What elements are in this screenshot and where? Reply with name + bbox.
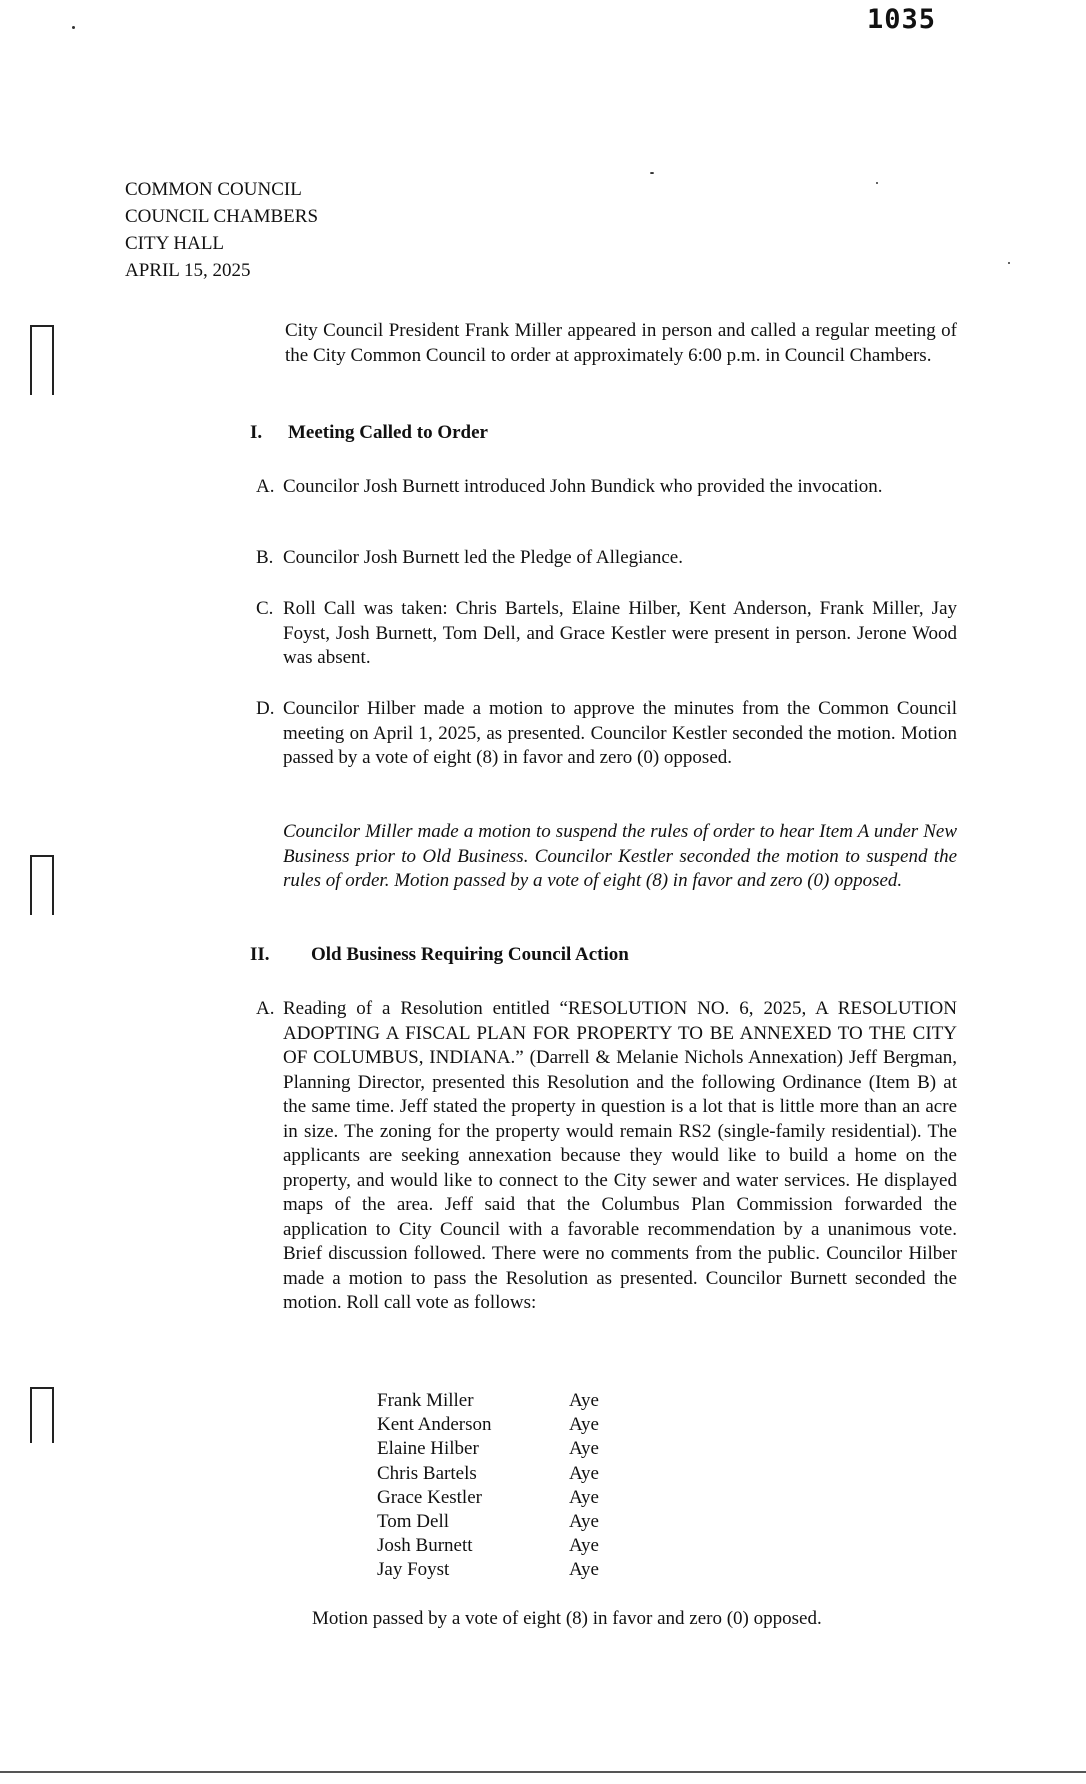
- list-item: [256, 697, 957, 771]
- vote-value: Aye: [569, 1414, 599, 1436]
- punch-hole-mark: [30, 855, 54, 915]
- table-row: [377, 1437, 599, 1461]
- item-marker: C.: [256, 598, 274, 619]
- table-row: [377, 1534, 599, 1558]
- councilor-name: Chris Bartels: [377, 1462, 477, 1484]
- councilor-name: Kent Anderson: [377, 1414, 492, 1436]
- councilor-name: Grace Kestler: [377, 1486, 482, 1508]
- vote-value: Aye: [569, 1535, 599, 1557]
- vote-value: Aye: [569, 1486, 599, 1508]
- header-line-building: CITY HALL: [125, 233, 225, 254]
- item-marker: B.: [256, 547, 274, 568]
- list-item: [256, 597, 957, 671]
- item-text: Councilor Hilber made a motion to approve the minutes from the Common Council meeting on April 1, 2025, as presented. Councilor Kestler seconded the motion. Motion passed by a vote of eight (8) in favor and zero (0) opposed.: [283, 698, 957, 768]
- vote-value: Aye: [569, 1438, 599, 1460]
- table-row: [377, 1486, 599, 1510]
- item-text: Councilor Josh Burnett introduced John Bundick who provided the invocation.: [283, 476, 883, 497]
- list-item: [256, 475, 957, 500]
- header-line-date: APRIL 15, 2025: [125, 260, 251, 281]
- table-row: [377, 1413, 599, 1437]
- scan-speck: [876, 182, 878, 184]
- scan-speck: [1008, 262, 1010, 264]
- header-line-location: COUNCIL CHAMBERS: [125, 206, 319, 227]
- table-row: [377, 1462, 599, 1486]
- list-item: [256, 997, 957, 1316]
- item-marker: D.: [256, 698, 275, 719]
- councilor-name: Josh Burnett: [377, 1535, 473, 1557]
- intro-paragraph: City Council President Frank Miller appeared in person and called a regular meeting of the City Common Council to order at approximately 6:00 p.m. in Council Chambers.: [285, 320, 957, 366]
- punch-hole-mark: [30, 325, 54, 395]
- vote-value: Aye: [569, 1511, 599, 1533]
- table-row: [377, 1510, 599, 1534]
- councilor-name: Elaine Hilber: [377, 1438, 479, 1460]
- item-marker: A.: [256, 476, 275, 497]
- punch-hole-mark: [30, 1387, 54, 1443]
- table-row: [377, 1558, 599, 1582]
- page-number: 1035: [866, 4, 936, 35]
- councilor-name: Frank Miller: [377, 1390, 474, 1411]
- scan-speck: [72, 26, 75, 29]
- list-item: [256, 546, 957, 571]
- section-1-numeral: I.: [250, 422, 263, 443]
- item-text: Councilor Josh Burnett led the Pledge of Allegiance.: [283, 547, 683, 568]
- scan-edge-line: [0, 1771, 1086, 1773]
- section-2-title: Old Business Requiring Council Action: [311, 944, 629, 965]
- councilor-name: Tom Dell: [377, 1511, 450, 1533]
- motion-result: Motion passed by a vote of eight (8) in favor and zero (0) opposed.: [312, 1608, 822, 1629]
- section-2-heading: [250, 944, 629, 966]
- roll-call-table: [377, 1389, 599, 1583]
- councilor-name: Jay Foyst: [377, 1559, 450, 1581]
- item-marker: A.: [256, 998, 275, 1019]
- section-2-numeral: II.: [250, 944, 270, 965]
- meeting-header: [125, 176, 318, 284]
- item-text: Reading of a Resolution entitled “RESOLUTION NO. 6, 2025, A RESOLUTION ADOPTING A FISCAL PLAN FOR PROPERTY TO BE ANNEXED TO THE CITY OF COLUMBUS, INDIANA.” (Darrell & Melanie Nichols Annexation) Jeff Bergman, Planning Director, presented this Resolution and the following Ordinance (Item B) at the same time. Jeff stated the property in question is a lot that is little more than an acre in size. The zoning for the property would remain RS2 (single-family residential). The applicants are seeking annexation because they would like to build a home on the property, and would like to connect to the City sewer and water services. He displayed maps of the area. Jeff said that the Columbus Plan Commission forwarded the application to City Council with a favorable recommendation by a unanimous vote. Brief discussion followed. There were no comments from the public. Councilor Hilber made a motion to pass the Resolution as presented. Councilor Burnett seconded the motion. Roll call vote as follows:: [283, 998, 957, 1313]
- item-text: Roll Call was taken: Chris Bartels, Elaine Hilber, Kent Anderson, Frank Miller, Jay Foyst, Josh Burnett, Tom Dell, and Grace Kestler were present in person. Jerone Wood was absent.: [283, 598, 957, 668]
- section-1-heading: [250, 422, 488, 444]
- section-1-title: Meeting Called to Order: [288, 422, 488, 443]
- vote-value: Aye: [569, 1462, 599, 1484]
- header-line-body: COMMON COUNCIL: [125, 179, 302, 200]
- scan-speck: [650, 172, 654, 174]
- suspend-rules-note: Councilor Miller made a motion to suspend the rules of order to hear Item A under New Business prior to Old Business. Councilor Kestler seconded the motion to suspend the rules of order. Motion passed by a vote of eight (8) in favor and zero (0) opposed.: [283, 821, 957, 891]
- table-row: [377, 1389, 599, 1413]
- vote-value: Aye: [569, 1390, 599, 1411]
- vote-value: Aye: [569, 1559, 599, 1581]
